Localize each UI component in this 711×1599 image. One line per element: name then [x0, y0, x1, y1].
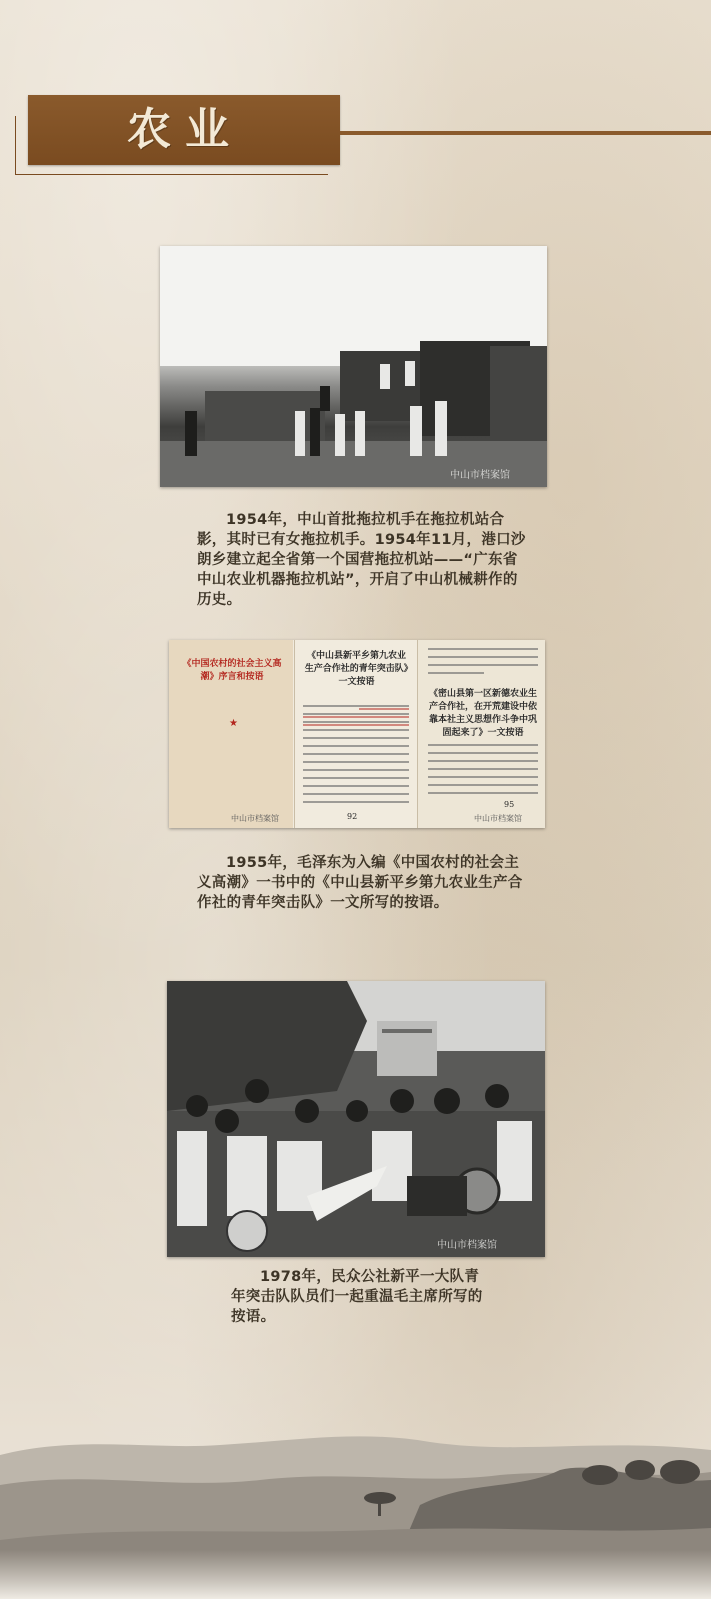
book-mid-title: 《中山县新平乡第九农业生产合作社的青年突击队》一文按语 — [304, 651, 409, 687]
page-number-left: 92 — [347, 812, 358, 821]
photo-book-pages — [169, 640, 545, 828]
tractor-photo-illustration — [160, 246, 547, 487]
caption-1978: 1978年，民众公社新平一大队青年突击队队员们一起重温毛主席所写的按语。 — [231, 1269, 483, 1325]
photo1-watermark: 中山市档案馆 — [450, 470, 510, 481]
youth-photo-illustration — [167, 981, 545, 1257]
book-right-title: 《密山县第一区新德农业生产合作社，在开荒建设中依靠本社主义思想作斗争中巩固起来了》一文按语 — [428, 689, 537, 738]
red-star-icon: ★ — [229, 718, 238, 729]
book-right-watermark: 中山市档案馆 — [474, 814, 522, 823]
photo-tractor-group — [160, 246, 547, 487]
header-divider-line — [340, 131, 711, 135]
page-number-right: 95 — [504, 800, 515, 809]
book-left-watermark: 中山市档案馆 — [231, 814, 279, 823]
page-divider — [294, 640, 295, 828]
photo-youth-group — [167, 981, 545, 1257]
photo3-watermark: 中山市档案馆 — [437, 1240, 497, 1251]
caption-1954: 1954年，中山首批拖拉机手在拖拉机站合影，其时已有女拖拉机手。1954年11月，港口沙朗乡建立起全省第一个国营拖拉机站——“广东省中山农业机器拖拉机站”，开启了中山机械耕作的历史。 — [197, 512, 526, 608]
landscape-footer-decoration — [0, 1430, 711, 1599]
page-divider — [417, 640, 418, 828]
caption-1955: 1955年，毛泽东为入编《中国农村的社会主义高潮》一书中的《中山县新平乡第九农业生产合作社的青年突击队》一文所写的按语。 — [197, 855, 523, 911]
book-mid-text-lines — [299, 700, 414, 810]
book-right-text-lines — [424, 645, 542, 815]
section-title: 农业 — [127, 104, 243, 155]
book-left-title: 《中国农村的社会主义高潮》序言和按语 — [182, 659, 282, 682]
mountain-landscape — [0, 1430, 711, 1599]
